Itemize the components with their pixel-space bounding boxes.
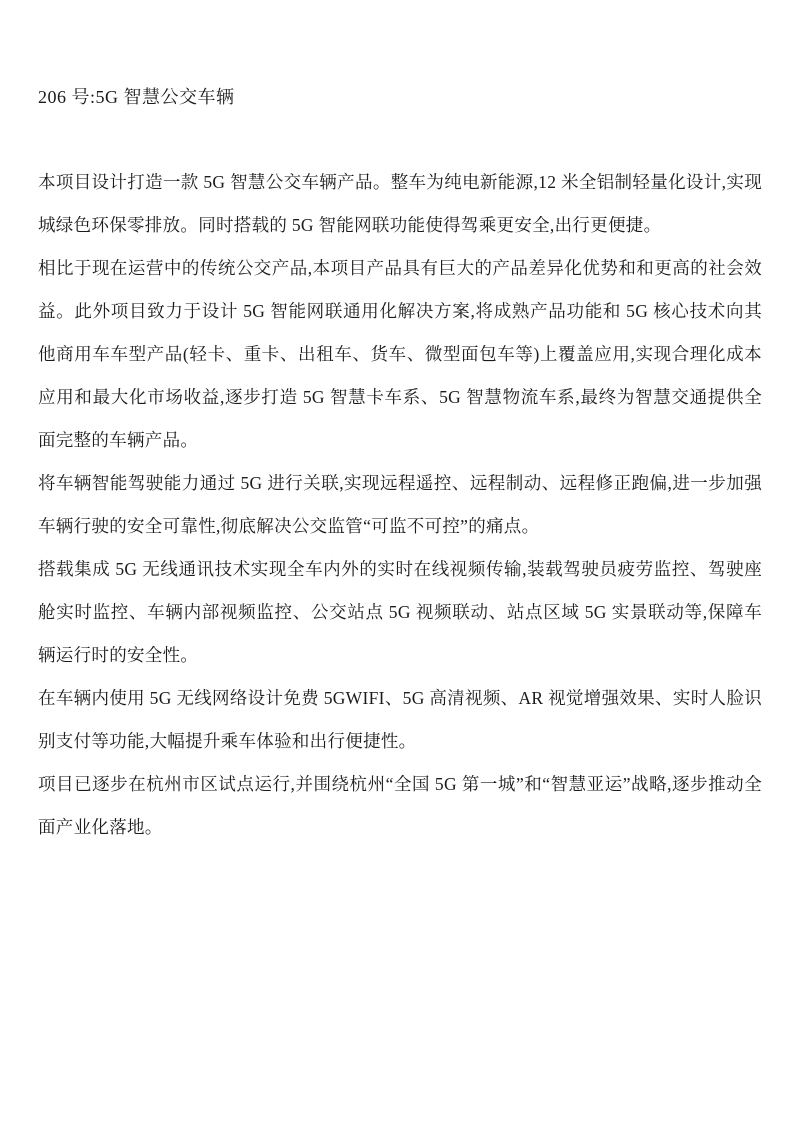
paragraph-4: 搭载集成 5G 无线通讯技术实现全车内外的实时在线视频传输,装载驾驶员疲劳监控、驾驶座舱实时监控、车辆内部视频监控、公交站点 5G 视频联动、站点区域 5G 实景联动等,保障车辆运行时的安全性。	[38, 559, 762, 665]
paragraph-6: 项目已逐步在杭州市区试点运行,并围绕杭州“全国 5G 第一城”和“智慧亚运”战略,逐步推动全面产业化落地。	[38, 774, 762, 837]
document-title: 206 号:5G 智慧公交车辆	[38, 87, 235, 107]
paragraph-2: 相比于现在运营中的传统公交产品,本项目产品具有巨大的产品差异化优势和和更高的社会效益。此外项目致力于设计 5G 智能网联通用化解决方案,将成熟产品功能和 5G 核心技术向其他商用车车型产品(轻卡、重卡、出租车、货车、微型面包车等)上覆盖应用,实现合理化成本应用和最大化市场收益,逐步打造 5G 智慧卡车系、5G 智慧物流车系,最终为智慧交通提供全面完整的车辆产品。	[38, 258, 762, 450]
paragraph-5: 在车辆内使用 5G 无线网络设计免费 5GWIFI、5G 高清视频、AR 视觉增强效果、实时人脸识别支付等功能,大幅提升乘车体验和出行便捷性。	[38, 688, 762, 751]
paragraph-1: 本项目设计打造一款 5G 智慧公交车辆产品。整车为纯电新能源,12 米全铝制轻量化设计,实现城绿色环保零排放。同时搭载的 5G 智能网联功能使得驾乘更安全,出行更便捷。	[38, 172, 762, 235]
document-body	[38, 161, 762, 849]
paragraph-3: 将车辆智能驾驶能力通过 5G 进行关联,实现远程遥控、远程制动、远程修正跑偏,进一步加强车辆行驶的安全可靠性,彻底解决公交监管“可监不可控”的痛点。	[38, 473, 762, 536]
